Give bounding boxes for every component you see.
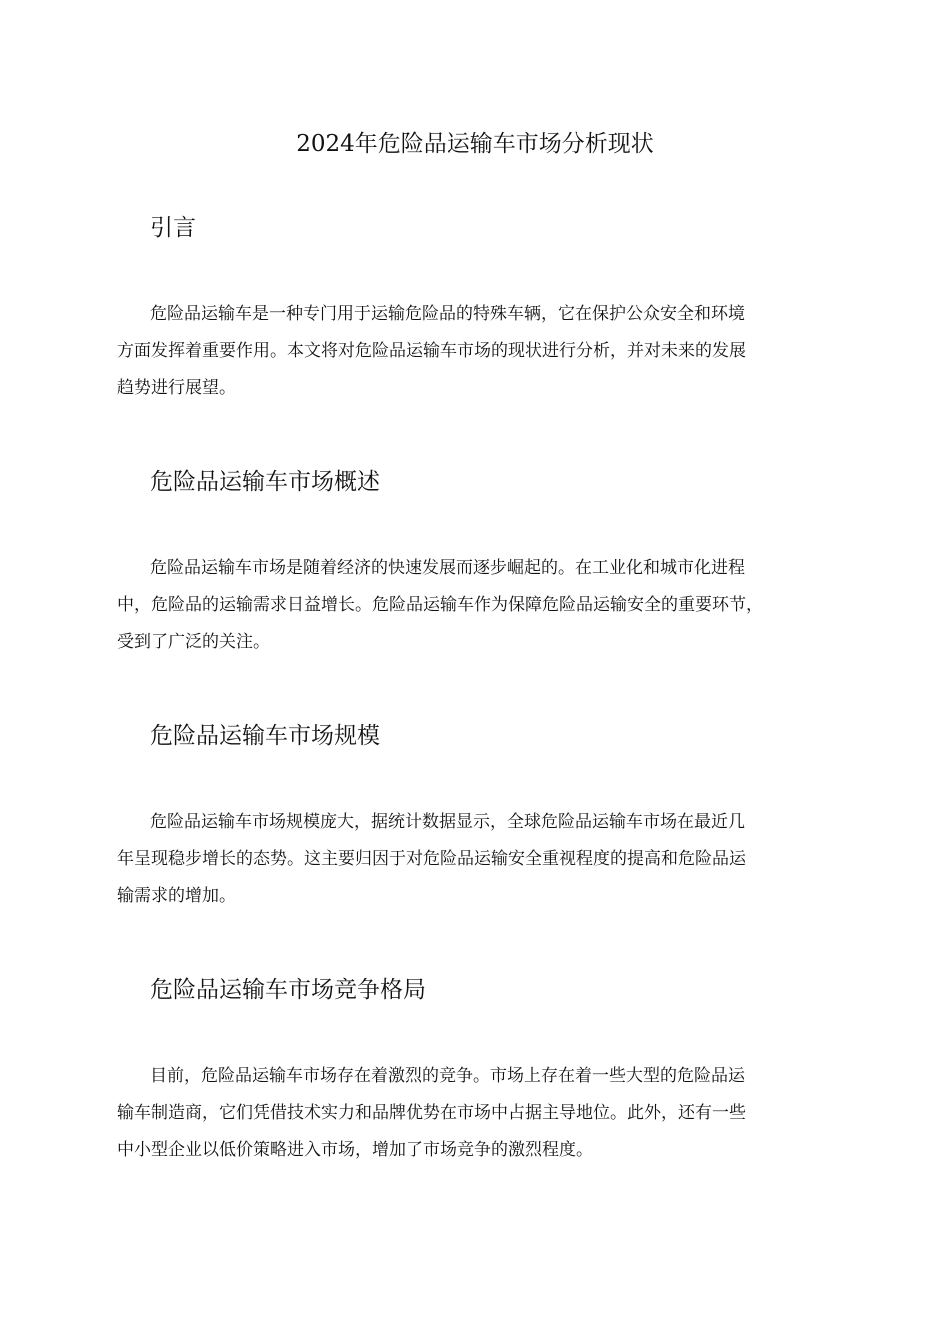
- section-heading-competitive-landscape: 危险品运输车市场竞争格局: [150, 977, 426, 1003]
- section-heading-introduction: 引言: [150, 215, 196, 241]
- paragraph-line: 中，危险品的运输需求日益增长。危险品运输车作为保障危险品运输安全的重要环节，: [117, 595, 763, 615]
- section-paragraph-competitive-landscape: [117, 1058, 835, 1169]
- section-heading-market-overview: 危险品运输车市场概述: [150, 469, 380, 495]
- document-title: 2024年危险品运输车市场分析现状: [296, 131, 654, 157]
- paragraph-line: 输需求的增加。: [117, 886, 236, 906]
- section-heading-market-size: 危险品运输车市场规模: [150, 723, 380, 749]
- paragraph-line: 趋势进行展望。: [117, 378, 236, 398]
- paragraph-line: 受到了广泛的关注。: [117, 632, 270, 652]
- paragraph-line: 输车制造商，它们凭借技术实力和品牌优势在市场中占据主导地位。此外，还有一些: [117, 1103, 746, 1123]
- section-paragraph-introduction: [117, 296, 835, 407]
- section-paragraph-market-size: [117, 804, 835, 915]
- paragraph-line: 危险品运输车是一种专门用于运输危险品的特殊车辆，它在保护公众安全和环境: [150, 304, 745, 324]
- section-paragraph-market-overview: [117, 550, 835, 661]
- paragraph-line: 中小型企业以低价策略进入市场，增加了市场竞争的激烈程度。: [117, 1140, 593, 1160]
- paragraph-line: 目前，危险品运输车市场存在着激烈的竞争。市场上存在着一些大型的危险品运: [150, 1066, 745, 1086]
- paragraph-line: 危险品运输车市场规模庞大，据统计数据显示，全球危险品运输车市场在最近几: [150, 812, 745, 832]
- paragraph-line: 方面发挥着重要作用。本文将对危险品运输车市场的现状进行分析，并对未来的发展: [117, 341, 746, 361]
- paragraph-line: 年呈现稳步增长的态势。这主要归因于对危险品运输安全重视程度的提高和危险品运: [117, 849, 746, 869]
- paragraph-line: 危险品运输车市场是随着经济的快速发展而逐步崛起的。在工业化和城市化进程: [150, 558, 745, 578]
